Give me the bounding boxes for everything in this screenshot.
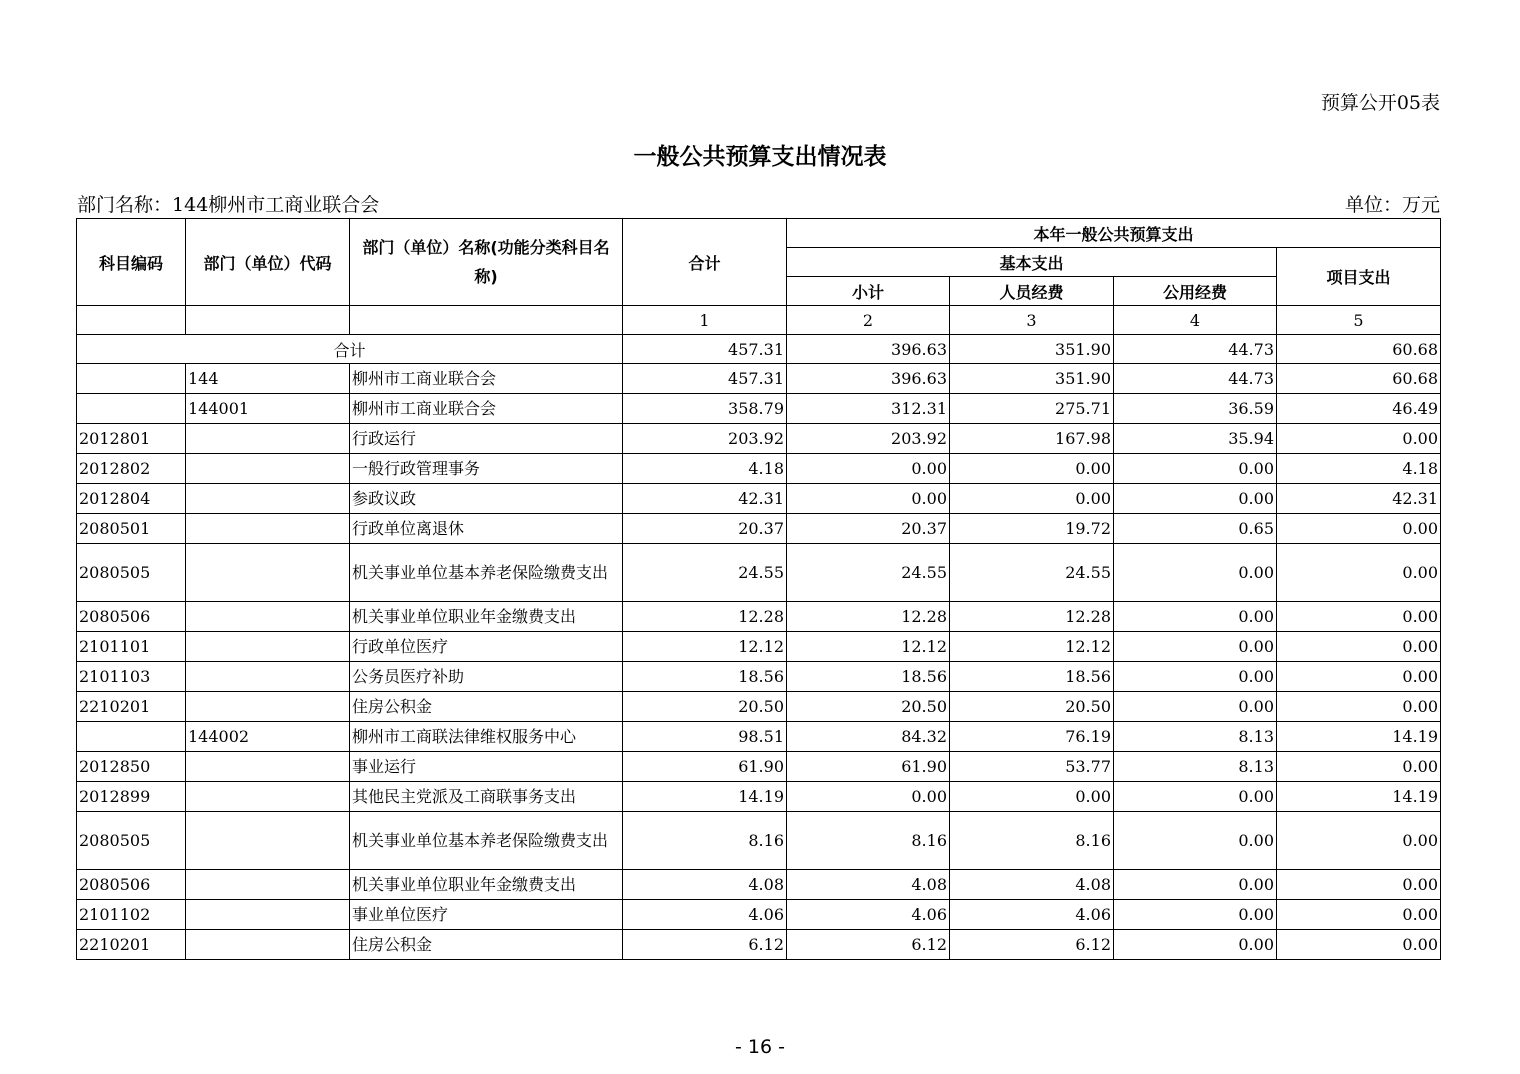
project-cell: 0.00 [1277,544,1441,602]
project-cell: 0.00 [1277,424,1441,454]
department-name: 144柳州市工商业联合会 [172,194,380,216]
personnel-cell: 275.71 [950,394,1114,424]
subject-code-cell: 2101101 [77,632,186,662]
subtotal-cell: 24.55 [787,544,950,602]
total-cell: 20.37 [623,514,787,544]
page-number: - 16 - [735,1036,785,1058]
project-cell: 60.68 [1277,335,1441,364]
total-cell: 4.08 [623,870,787,900]
personnel-cell: 24.55 [950,544,1114,602]
project-cell: 0.00 [1277,662,1441,692]
project-cell: 42.31 [1277,484,1441,514]
table-row [77,752,1441,782]
subtotal-cell: 312.31 [787,394,950,424]
dept-code-cell [186,424,350,454]
subtotal-cell: 12.28 [787,602,950,632]
project-cell: 0.00 [1277,602,1441,632]
subject-code-cell: 2101103 [77,662,186,692]
table-row [77,544,1441,602]
unit-label: 单位： [1344,194,1402,216]
dept-code-cell [186,544,350,602]
subtotal-cell: 0.00 [787,782,950,812]
subject-code-cell [77,364,186,394]
total-cell: 24.55 [623,544,787,602]
department-info [77,190,379,217]
name-cell: 行政单位离退休 [350,514,623,544]
total-cell: 457.31 [623,335,787,364]
dept-code-cell [186,782,350,812]
dept-code-cell [186,752,350,782]
table-row [77,812,1441,870]
name-cell: 参政议政 [350,484,623,514]
table-row [77,930,1441,960]
header-blank [77,306,186,335]
subject-code-cell: 2012804 [77,484,186,514]
header-personnel: 人员经费 [950,277,1114,306]
public-cell: 44.73 [1114,364,1277,394]
personnel-cell: 0.00 [950,454,1114,484]
public-cell: 44.73 [1114,335,1277,364]
project-cell: 0.00 [1277,514,1441,544]
header-current-year: 本年一般公共预算支出 [787,219,1441,248]
name-cell: 柳州市工商联法律维权服务中心 [350,722,623,752]
subject-code-cell: 2210201 [77,692,186,722]
page-title: 一般公共预算支出情况表 [633,144,887,170]
dept-code-cell [186,812,350,870]
name-cell: 机关事业单位职业年金缴费支出 [350,870,623,900]
public-cell: 0.00 [1114,870,1277,900]
personnel-cell: 4.06 [950,900,1114,930]
project-cell: 0.00 [1277,930,1441,960]
header-public: 公用经费 [1114,277,1277,306]
personnel-cell: 8.16 [950,812,1114,870]
subject-code-cell: 2080506 [77,602,186,632]
total-cell: 457.31 [623,364,787,394]
dept-code-cell [186,692,350,722]
total-label: 合计 [77,335,623,364]
table-row [77,692,1441,722]
project-cell: 14.19 [1277,782,1441,812]
table-row [77,454,1441,484]
subtotal-cell: 0.00 [787,454,950,484]
subject-code-cell: 2012850 [77,752,186,782]
header-total: 合计 [623,219,787,306]
personnel-cell: 0.00 [950,484,1114,514]
table-body [77,335,1441,960]
header-basic: 基本支出 [787,248,1277,277]
department-label: 部门名称： [77,194,173,216]
total-cell: 18.56 [623,662,787,692]
dept-code-cell [186,484,350,514]
header-subtotal: 小计 [787,277,950,306]
header-index: 4 [1114,306,1277,335]
table-row [77,394,1441,424]
name-cell: 事业运行 [350,752,623,782]
table-row [77,900,1441,930]
subject-code-cell: 2080505 [77,812,186,870]
subject-code-cell [77,722,186,752]
personnel-cell: 18.56 [950,662,1114,692]
project-cell: 0.00 [1277,632,1441,662]
subject-code-cell: 2080505 [77,544,186,602]
header-project: 项目支出 [1277,248,1441,306]
project-cell: 0.00 [1277,900,1441,930]
total-cell: 4.18 [623,454,787,484]
table-row [77,364,1441,394]
public-cell: 35.94 [1114,424,1277,454]
total-cell: 12.28 [623,602,787,632]
subject-code-cell: 2080501 [77,514,186,544]
personnel-cell: 351.90 [950,364,1114,394]
subtotal-cell: 4.08 [787,870,950,900]
public-cell: 0.00 [1114,544,1277,602]
name-cell: 机关事业单位基本养老保险缴费支出 [350,812,623,870]
table-row [77,424,1441,454]
total-cell: 61.90 [623,752,787,782]
name-cell: 柳州市工商业联合会 [350,394,623,424]
table-row [77,722,1441,752]
dept-code-cell [186,632,350,662]
subtotal-cell: 84.32 [787,722,950,752]
public-cell: 8.13 [1114,752,1277,782]
project-cell: 0.00 [1277,812,1441,870]
total-cell: 358.79 [623,394,787,424]
dept-code-cell: 144 [186,364,350,394]
dept-code-cell: 144001 [186,394,350,424]
dept-code-cell: 144002 [186,722,350,752]
budget-table [76,218,1441,960]
total-row [77,335,1441,364]
project-cell: 46.49 [1277,394,1441,424]
public-cell: 0.00 [1114,454,1277,484]
public-cell: 0.00 [1114,662,1277,692]
unit-value: 万元 [1401,194,1440,216]
header-dept-name: 部门（单位）名称(功能分类科目名称) [350,219,623,306]
subtotal-cell: 61.90 [787,752,950,782]
total-cell: 12.12 [623,632,787,662]
dept-code-cell [186,870,350,900]
unit-info [1345,190,1440,217]
public-cell: 8.13 [1114,722,1277,752]
subtotal-cell: 20.50 [787,692,950,722]
subject-code-cell: 2012801 [77,424,186,454]
personnel-cell: 6.12 [950,930,1114,960]
project-cell: 0.00 [1277,692,1441,722]
table-row [77,484,1441,514]
total-cell: 20.50 [623,692,787,722]
dept-code-cell [186,900,350,930]
personnel-cell: 351.90 [950,335,1114,364]
personnel-cell: 53.77 [950,752,1114,782]
dept-code-cell [186,454,350,484]
subject-code-cell: 2210201 [77,930,186,960]
personnel-cell: 12.28 [950,602,1114,632]
personnel-cell: 4.08 [950,870,1114,900]
table-header [77,219,1441,335]
name-cell: 机关事业单位基本养老保险缴费支出 [350,544,623,602]
personnel-cell: 76.19 [950,722,1114,752]
name-cell: 行政运行 [350,424,623,454]
public-cell: 0.65 [1114,514,1277,544]
subtotal-cell: 396.63 [787,364,950,394]
subject-code-cell: 2012899 [77,782,186,812]
total-cell: 203.92 [623,424,787,454]
subtotal-cell: 396.63 [787,335,950,364]
public-cell: 0.00 [1114,602,1277,632]
subtotal-cell: 8.16 [787,812,950,870]
public-cell: 0.00 [1114,692,1277,722]
project-cell: 0.00 [1277,870,1441,900]
dept-code-cell [186,514,350,544]
name-cell: 公务员医疗补助 [350,662,623,692]
subtotal-cell: 6.12 [787,930,950,960]
public-cell: 0.00 [1114,632,1277,662]
name-cell: 一般行政管理事务 [350,454,623,484]
table-row [77,632,1441,662]
subtotal-cell: 12.12 [787,632,950,662]
subtotal-cell: 0.00 [787,484,950,514]
name-cell: 其他民主党派及工商联事务支出 [350,782,623,812]
header-dept-code: 部门（单位）代码 [186,219,350,306]
name-cell: 事业单位医疗 [350,900,623,930]
subtotal-cell: 203.92 [787,424,950,454]
table-row [77,514,1441,544]
table-row [77,870,1441,900]
table-row [77,662,1441,692]
header-index: 5 [1277,306,1441,335]
header-subject-code: 科目编码 [77,219,186,306]
public-cell: 0.00 [1114,812,1277,870]
name-cell: 机关事业单位职业年金缴费支出 [350,602,623,632]
public-cell: 0.00 [1114,900,1277,930]
total-cell: 4.06 [623,900,787,930]
header-index: 3 [950,306,1114,335]
project-cell: 60.68 [1277,364,1441,394]
document-code: 预算公开05表 [1320,92,1440,114]
public-cell: 36.59 [1114,394,1277,424]
table-row [77,602,1441,632]
public-cell: 0.00 [1114,782,1277,812]
personnel-cell: 19.72 [950,514,1114,544]
personnel-cell: 167.98 [950,424,1114,454]
dept-code-cell [186,930,350,960]
total-cell: 98.51 [623,722,787,752]
header-blank [350,306,623,335]
dept-code-cell [186,662,350,692]
header-index: 1 [623,306,787,335]
total-cell: 8.16 [623,812,787,870]
subtotal-cell: 4.06 [787,900,950,930]
personnel-cell: 20.50 [950,692,1114,722]
table-row [77,782,1441,812]
project-cell: 4.18 [1277,454,1441,484]
name-cell: 住房公积金 [350,692,623,722]
subtotal-cell: 20.37 [787,514,950,544]
name-cell: 柳州市工商业联合会 [350,364,623,394]
total-cell: 6.12 [623,930,787,960]
dept-code-cell [186,602,350,632]
name-cell: 行政单位医疗 [350,632,623,662]
public-cell: 0.00 [1114,930,1277,960]
project-cell: 0.00 [1277,752,1441,782]
total-cell: 42.31 [623,484,787,514]
subject-code-cell: 2012802 [77,454,186,484]
name-cell: 住房公积金 [350,930,623,960]
subject-code-cell: 2101102 [77,900,186,930]
subject-code-cell [77,394,186,424]
total-cell: 14.19 [623,782,787,812]
public-cell: 0.00 [1114,484,1277,514]
subtotal-cell: 18.56 [787,662,950,692]
personnel-cell: 12.12 [950,632,1114,662]
header-index: 2 [787,306,950,335]
subject-code-cell: 2080506 [77,870,186,900]
header-blank [186,306,350,335]
project-cell: 14.19 [1277,722,1441,752]
personnel-cell: 0.00 [950,782,1114,812]
